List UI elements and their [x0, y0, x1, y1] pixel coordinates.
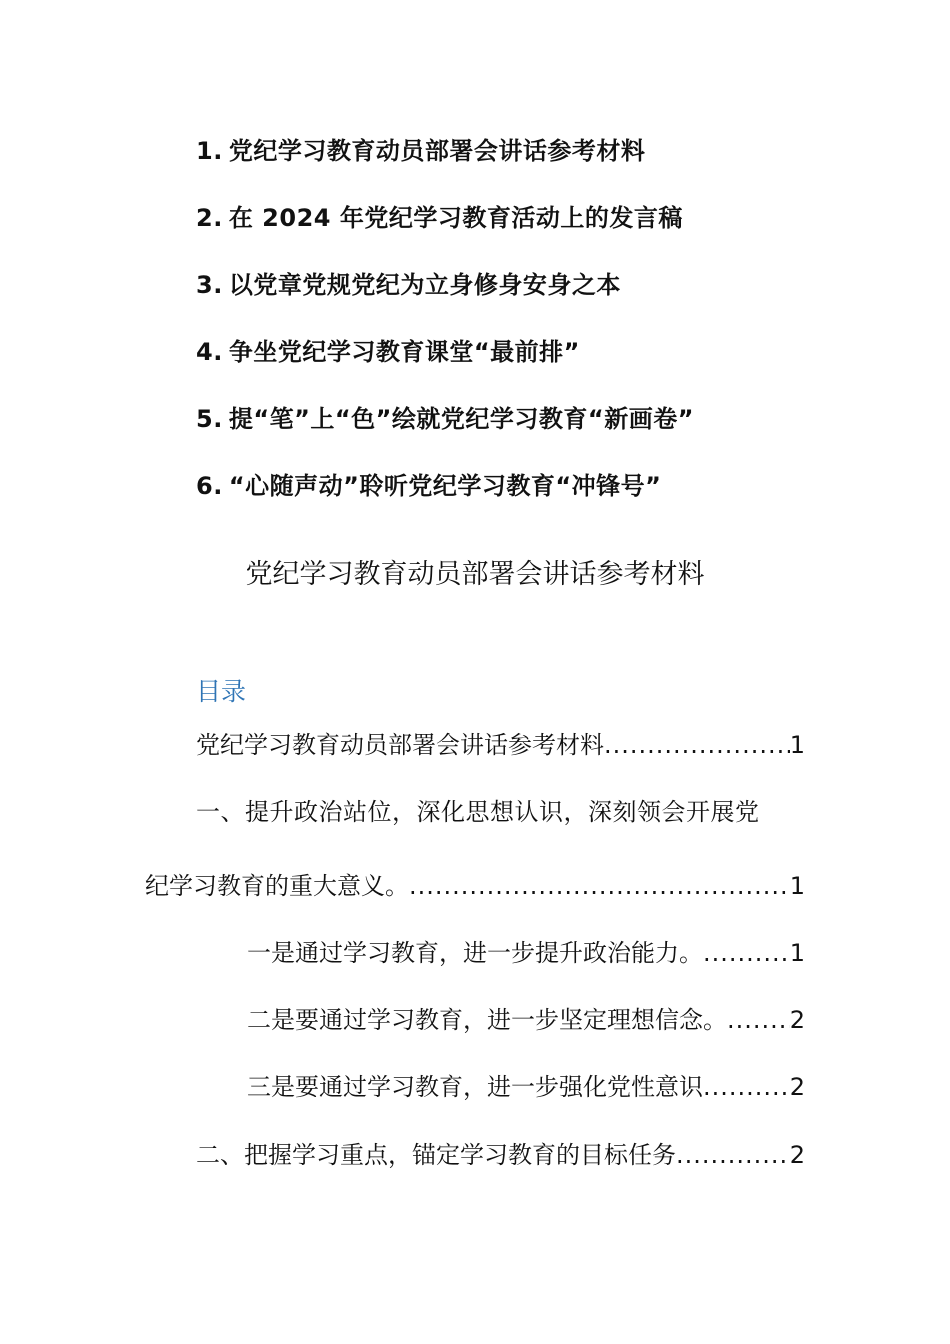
toc-entry-text: 二是要通过学习教育，进一步坚定理想信念。 — [247, 1006, 727, 1034]
contents-item-number: 4. — [196, 338, 223, 366]
contents-item-2 — [196, 203, 683, 233]
contents-item-text: 提“笔”上“色”绘就党纪学习教育“新画卷” — [228, 405, 694, 433]
document-title: 党纪学习教育动员部署会讲话参考材料 — [245, 559, 705, 590]
contents-item-4 — [196, 337, 580, 367]
toc-entry-text: 二、把握学习重点，锚定学习教育的目标任务 — [196, 1141, 676, 1169]
contents-item-number: 1. — [196, 137, 223, 165]
toc-entry-text: 一是通过学习教育，进一步提升政治能力。 — [247, 939, 703, 967]
toc-entry-text: 党纪学习教育动员部署会讲话参考材料 — [196, 731, 604, 759]
toc-entry-text: 纪学习教育的重大意义。 — [145, 872, 409, 900]
contents-item-6 — [196, 471, 661, 501]
toc-entry-page: 2 — [789, 1006, 805, 1034]
contents-item-3 — [196, 270, 621, 300]
contents-item-5 — [196, 404, 694, 434]
toc-entry[interactable] — [145, 871, 805, 901]
toc-entry-line1[interactable]: 一、提升政治站位，深化思想认识，深刻领会开展党 — [196, 798, 760, 826]
toc-heading: 目录 — [196, 677, 247, 706]
contents-item-number: 6. — [196, 472, 223, 500]
toc-entry[interactable] — [247, 1072, 805, 1102]
toc-entry[interactable] — [247, 938, 805, 968]
toc-entry-page: 1 — [789, 731, 805, 759]
contents-item-number: 2. — [196, 204, 223, 232]
toc-entry-text: 三是要通过学习教育，进一步强化党性意识 — [247, 1073, 703, 1101]
contents-item-number: 5. — [196, 405, 223, 433]
contents-item-text: “心随声动”聆听党纪学习教育“冲锋号” — [228, 472, 662, 500]
contents-item-number: 3. — [196, 271, 223, 299]
toc-dot-leader — [409, 871, 790, 901]
toc-dot-leader — [604, 730, 790, 760]
contents-item-text: 党纪学习教育动员部署会讲话参考材料 — [228, 137, 646, 165]
toc-entry-page: 1 — [789, 872, 805, 900]
toc-entry[interactable] — [196, 730, 805, 760]
toc-dot-leader — [676, 1140, 790, 1170]
toc-entry-page: 2 — [789, 1073, 805, 1101]
contents-item-1 — [196, 136, 645, 166]
toc-entry-page: 1 — [789, 939, 805, 967]
toc-dot-leader — [727, 1005, 790, 1035]
contents-item-text: 在 2024 年党纪学习教育活动上的发言稿 — [228, 204, 683, 232]
toc-entry[interactable] — [196, 1140, 805, 1170]
contents-item-text: 以党章党规党纪为立身修身安身之本 — [228, 271, 621, 299]
contents-item-text: 争坐党纪学习教育课堂“最前排” — [228, 338, 580, 366]
toc-dot-leader — [703, 1072, 790, 1102]
toc-entry-page: 2 — [789, 1141, 805, 1169]
toc-dot-leader — [703, 938, 790, 968]
toc-entry[interactable] — [247, 1005, 805, 1035]
